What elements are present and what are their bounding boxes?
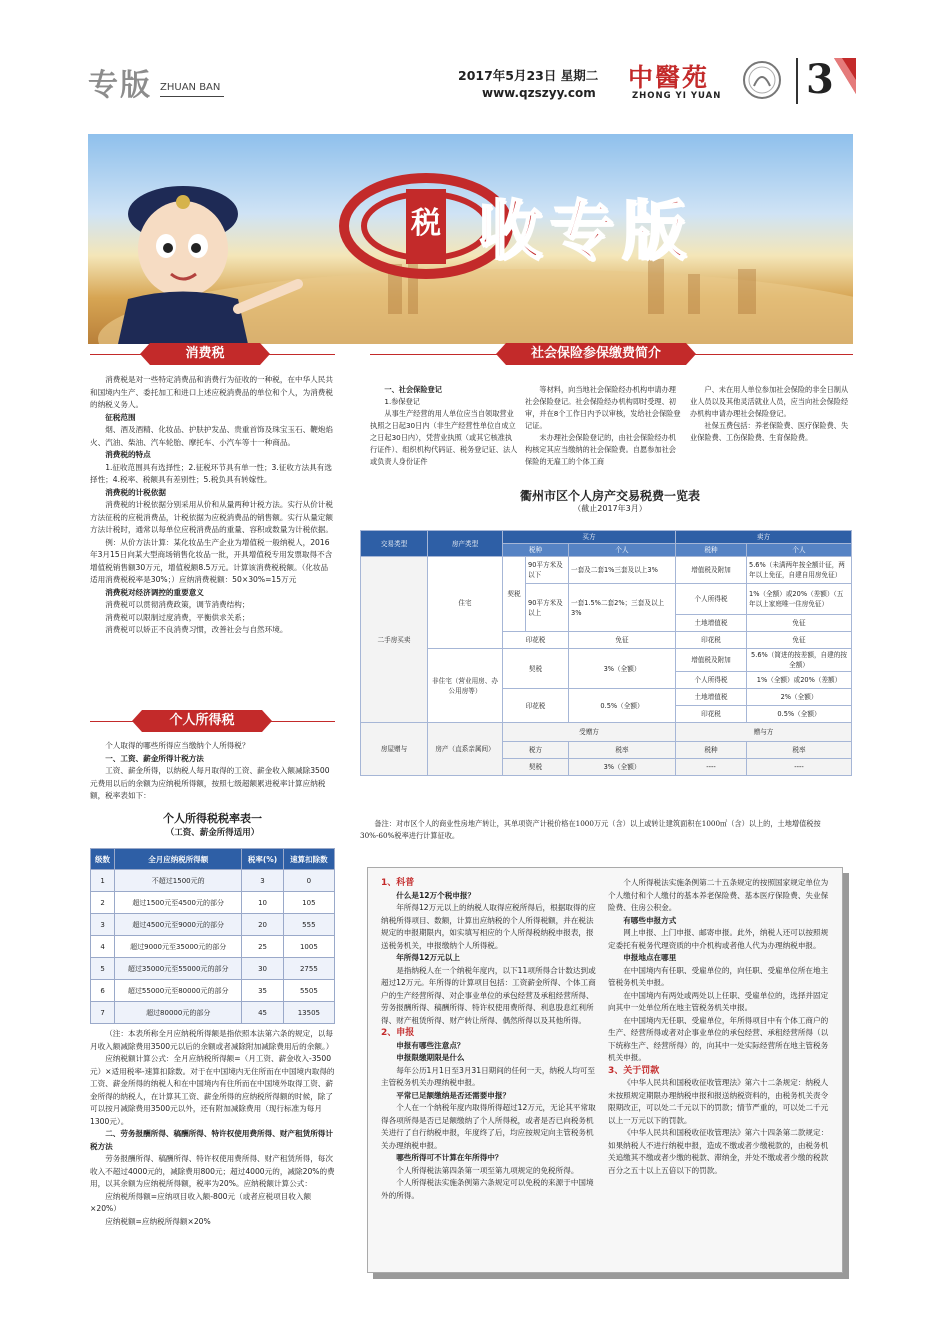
table-cell: 3	[242, 870, 283, 892]
banner-title: 收专版	[478, 195, 694, 269]
row-pit2-val: 1%（全额）或20%（差额）	[747, 672, 852, 689]
social-col-1-para: 一、社会保险登记	[384, 385, 442, 394]
corner-flag-icon	[834, 58, 856, 94]
row-stamp-val: 免征	[569, 632, 676, 649]
table-row	[91, 914, 335, 936]
h-buyer-tax: 税种	[503, 544, 569, 557]
row-donee: 受赠方	[503, 723, 676, 742]
paper-logo-icon	[742, 60, 782, 100]
issue-date: 2017年5月23日 星期二	[458, 68, 599, 83]
table-cell: 2	[91, 892, 115, 914]
row-stamp: 印花税	[503, 632, 569, 649]
site-url: www.qzszyy.com	[482, 86, 596, 100]
table-cell: 超过35000元至55000元的部分	[115, 958, 242, 980]
table-cell: 0	[283, 870, 334, 892]
notice-p1: 年所得12万元以上的纳税人取得应税所得后，根据取得的应纳税所得项目、数额，计算出应纳税的个人所得税额，并在税法规定的申报期限内，如实填写相应的个人所得税纳税申报表，报送税务机关，申报缴纳个人所得税。	[381, 903, 596, 950]
row-vat: 增值税及附加	[676, 557, 747, 584]
income-tax-body-para: 劳务报酬所得、稿酬所得、特许权使用费所得、财产租赁所得，每次收入不超过4000元的，减除费用800元；超过4000元的，减除20%的费用，以其余额为应纳税所得额，税率为20%。应纳税额计算公式：	[90, 1154, 335, 1188]
row-gift-dash2: ----	[747, 759, 852, 776]
table-row	[91, 892, 335, 914]
consumption-tax-para: 消费税可以限制过度消费，平衡供求关系；	[105, 612, 250, 622]
row-gift-rate2: 税率	[747, 742, 852, 759]
row-vat-val: 5.6%（未满两年按全额计征，两年以上免征，自建自用房免征）	[747, 557, 852, 584]
consumption-tax-para: 例：从价方法计算：某化妆品生产企业为增值税一般纳税人，2016年3月15日向某大型商场销售化妆品一批，开具增值税专用发票取得不含增值税销售额30万元，增值税额8.5万元。计算该消费税税额。（化妆品适用消费税税率是30%；）应纳消费税额：50×30%=15万元	[90, 537, 333, 584]
notice-q6: 哪些所得可不计算在年所得中？	[396, 1153, 503, 1162]
notice-q7: 有哪些申报方式	[623, 915, 677, 925]
fee-note: 备注：对市区个人的商业性房地产转让，其单项资产计税价格在1000万元（含）以上或转让建筑面积在1000㎡（含）以上的，土地增值税按30%-60%税率进行计算征收。	[360, 819, 821, 840]
row-le90-rate: 一套及二套1%三套及以上3%	[569, 557, 676, 584]
income-tax-body-para: 应纳税额计算公式：全月应纳税所得额=（月工资、薪金收入-3500元）×适用税率-速算扣除数。对于在中国境内无住所而在中国境内取得的工资、薪金所得的纳税人和在中国境内有住所而在中国境外取得工资、薪金所得的纳税人，在计算其工资、薪金所得的应纳税所得额的时候，除了可以按月减除费用3500元以外，还有附加减除费用（现行标准为每月1300元）。	[90, 1054, 335, 1126]
notice-p7: 个人所得税法实施条例第六条规定可以免税的来源于中国境外的所得。	[381, 1178, 594, 1200]
row-landvat-val: 免征	[747, 615, 852, 632]
row-donor: 赠与方	[676, 723, 852, 742]
table-cell: 5505	[283, 980, 334, 1002]
table-cell: 超过9000元至35000元的部分	[115, 936, 242, 958]
banner-illustration	[88, 134, 853, 344]
notice-s3: 3、关于罚款	[608, 1065, 660, 1076]
row-gift-taxtype2: 税种	[676, 742, 747, 759]
notice-q2: 年所得12万元以上	[396, 953, 460, 962]
paper-name: 中醫苑	[628, 63, 710, 92]
notice-p9: 网上申报、上门申报、邮寄申报。此外，纳税人还可以按照规定委托有税务代理资质的中介机构或者他人代为办理纳税申报。	[608, 928, 829, 950]
table-cell: 20	[242, 914, 283, 936]
row-stamp3: 印花税	[676, 706, 747, 723]
income-tax-intro-para: 工资、薪金所得，以纳税人每月取得的工资、薪金收入额减除3500元费用以后的余额为应纳税所得额，按照七级超额累进税率计算应纳税额，税率表如下：	[90, 766, 330, 800]
row-deed: 契税	[503, 557, 526, 632]
row-stamp-s-val: 免征	[747, 632, 852, 649]
row-nonres: 非住宅（营业用房、办公用房等）	[428, 649, 503, 723]
social-col-1-para: 从事生产经营的用人单位应当自领取营业执照之日起30日内（非生产经营性单位自成立之日起30日内），凭营业执照（或其它核准执行证件）、组织机构代码证、税务登记证、法人或负责人身份证件	[370, 409, 518, 466]
income-tax-intro	[90, 740, 335, 803]
row-vat2-val: 5.6%（简进的按差额，自建的按全额）	[747, 649, 852, 672]
social-col-1	[370, 384, 518, 468]
emblem-char: 税	[411, 206, 441, 241]
consumption-tax-para: 消费税对经济调控的重要意义	[105, 587, 204, 597]
banner	[88, 134, 853, 344]
rate-table-header: 速算扣除数	[283, 849, 334, 870]
social-col-1-para: 1.参保登记	[384, 397, 420, 406]
row-gift-dash1: ----	[676, 759, 747, 776]
masthead-divider	[796, 58, 798, 104]
social-col-2-para: 未办理社会保险登记的，由社会保险经办机构核定其应当缴纳的社会保险费。自愿参加社会保险的无雇工的个体工商	[525, 433, 676, 466]
masthead-rule	[160, 96, 224, 97]
section-title: 专版	[88, 68, 152, 103]
social-col-3	[690, 384, 852, 444]
notice-p13: 《中华人民共和国税收征收管理法》第六十二条规定：纳税人未按照规定期限办理纳税申报和报送纳税资料的，由税务机关责令限期改正，可以处二千元以下的罚款；情节严重的，可以处二千元以上一万元以下的罚款。	[608, 1078, 829, 1125]
row-stamp-s: 印花税	[676, 632, 747, 649]
h-seller: 卖方	[676, 531, 852, 544]
notice-p2: 是指纳税人在一个纳税年度内，以下11项所得合计数达到或超过12万元。年所得的计算项目包括：工资薪金所得、个体工商户的生产经营所得、对企事业单位的承包经营及承租经营所得、劳务报酬所得、稿酬所得、特许权使用费所得、利息股息红利所得、财产租赁所得、财产转让所得、偶然所得以及其他所得。	[381, 965, 596, 1025]
h-buyer-person: 个人	[569, 544, 676, 557]
income-tax-intro-para: 个人取得的哪些所得应当缴纳个人所得税？	[105, 741, 250, 750]
table-cell: 不超过1500元的	[115, 870, 242, 892]
row-vat2: 增值税及附加	[676, 649, 747, 672]
row-second-hand: 二手房买卖	[361, 557, 428, 723]
income-tax-body-para: （注：本表所称全月应纳税所得额是指依照本法第六条的规定，以每月收入额减除费用3500元以后的余额或者减除附加减除费用后的余额。）	[90, 1029, 334, 1051]
row-le90: 90平方米及以下	[526, 557, 569, 584]
consumption-tax-heading: 消费税	[150, 343, 260, 365]
row-deed2: 契税	[503, 649, 569, 689]
section-pinyin: ZHUAN BAN	[160, 82, 221, 93]
consumption-tax-para: 消费税的计税依据分别采用从价和从量两种计税方法。实行从价计税方法征税的应税消费品，计税依据为应税消费品的销售额。实行从量定额方法计税时，通常以每单位应税消费品的重量、容积或数量为计税依据。	[90, 500, 333, 534]
consumption-tax-para: 消费税的特点	[105, 450, 151, 459]
notice-q3: 申报有哪些注意点？	[396, 1040, 465, 1050]
income-tax-intro-para: 一、工资、薪金所得计税方法	[105, 753, 204, 763]
table-cell: 25	[242, 936, 283, 958]
row-landvat: 土地增值税	[676, 615, 747, 632]
notice-s2: 2、申报	[381, 1028, 415, 1038]
social-col-2	[525, 384, 682, 468]
rate-table-header: 全月应纳税所得额	[115, 849, 242, 870]
table-cell: 4	[91, 936, 115, 958]
paper-pinyin: ZHONG YI YUAN	[632, 91, 722, 101]
consumption-tax-para: 消费税可以贯彻消费政策，调节消费结构；	[105, 600, 250, 609]
rate-table-header: 税率(%)	[242, 849, 283, 870]
notice-p12: 在中国境内无任职、受雇单位，年所得项目中有个体工商户的生产、经营所得或者对企事业单位的承包经营、承租经营所得（以下统称生产、经营所得）的，向其中一处实际经营所在地主管税务机关申报。	[608, 1015, 829, 1062]
row-gift-taxtype: 税方	[503, 742, 569, 759]
row-gift-deed: 契税	[503, 759, 569, 776]
social-insurance-heading: 社会保险参保缴费简介	[506, 343, 686, 365]
h-type: 交易类型	[361, 531, 428, 557]
notice-p10: 在中国境内有任职、受雇单位的，向任职、受雇单位所在地主管税务机关申报。	[608, 965, 829, 987]
notice-p6: 个人所得税法第四条第一项至第九项规定的免税所得。	[396, 1165, 579, 1175]
notice-col-1	[381, 877, 601, 1202]
notice-q8: 申报地点在哪里	[623, 953, 677, 962]
table-cell: 5	[91, 958, 115, 980]
consumption-tax-para: 消费税的计税依据	[105, 487, 166, 497]
consumption-tax-para: 征税范围	[105, 412, 136, 422]
rate-table-subtitle: （工资、薪金所得适用）	[165, 828, 260, 838]
income-tax-body	[90, 1028, 335, 1228]
notice-p5: 个人在一个纳税年度内取得所得超过12万元，无论其平常取得各项所得是否已足额缴纳了个人所得税，或者是否已向税务机关进行了自行纳税申报，年度终了后，均应按规定向主管税务机关办理纳税申报。	[381, 1103, 596, 1150]
fee-table-title: 衢州市区个人房产交易税费一览表	[519, 489, 700, 503]
row-gift-rate: 税率	[569, 742, 676, 759]
h-seller-person: 个人	[747, 544, 852, 557]
table-row	[91, 980, 335, 1002]
table-cell: 30	[242, 958, 283, 980]
h-seller-tax: 税种	[676, 544, 747, 557]
page-number: 3	[806, 56, 834, 103]
table-cell: 超过1500元至4500元的部分	[115, 892, 242, 914]
notice-p11: 在中国境内有两处或两处以上任职、受雇单位的，选择并固定向其中一处单位所在地主管税务机关申报。	[608, 990, 829, 1012]
notice-s1: 1、科普	[381, 878, 415, 888]
rate-table-header: 级数	[91, 849, 115, 870]
row-pit-val: 1%（全额）或20%（差额）（五年以上家庭唯一住房免征）	[747, 584, 852, 615]
social-col-3-para: 户、未在用人单位参加社会保险的非全日制从业人员以及其他灵活就业人员，应当向社会保险经办机构申请办理社会保险登记。	[690, 385, 849, 418]
table-cell: 10	[242, 892, 283, 914]
consumption-tax-para: 消费税可以矫正不良消费习惯，改善社会与自然环境。	[105, 625, 288, 634]
table-cell: 超过80000元的部分	[115, 1002, 242, 1024]
table-row	[91, 936, 335, 958]
h-buyer: 买方	[503, 531, 676, 544]
consumption-tax-para: 1.征收范围具有选择性；2.征税环节具有单一性；3.征收方法具有选择性；4.税率、税额具有差别性；5.税负具有转嫁性。	[90, 462, 332, 484]
row-landvat2: 土地增值税	[676, 689, 747, 706]
row-stamp2-val: 0.5%（全额）	[569, 689, 676, 723]
table-cell: 45	[242, 1002, 283, 1024]
income-tax-heading: 个人所得税	[142, 710, 262, 732]
notice-p14: 《中华人民共和国税收征收管理法》第六十四条第二款规定：如果纳税人不进行纳税申报，造成不缴或者少缴税款的，由税务机关追缴其不缴或者少缴的税款、滞纳金，并处不缴或者少缴的税款百分之五十以上五倍以下的罚款。	[608, 1128, 829, 1175]
table-row	[91, 870, 335, 892]
fee-table-subtitle: （截止2017年3月）	[573, 504, 647, 513]
row-landvat2-val: 2%（全额）	[747, 689, 852, 706]
rate-table-title: 个人所得税税率表一	[163, 812, 262, 825]
row-deed2-val: 3%（全额）	[569, 649, 676, 689]
table-cell: 1	[91, 870, 115, 892]
notice-p4: 每年公历1月1日至3月31日期间的任何一天，纳税人均可至主管税务机关办理纳税申报。	[381, 1065, 595, 1087]
income-tax-body-para: 应纳税所得额=应纳项目收入额-800元（或者应税项目收入额×20%）	[90, 1191, 312, 1213]
row-stamp2: 印花税	[503, 689, 569, 723]
consumption-tax-text	[90, 374, 335, 637]
table-cell: 13505	[283, 1002, 334, 1024]
row-house-all: 房产（直系亲属间）	[428, 723, 503, 776]
notice-q1: 什么是12万个税申报？	[396, 890, 476, 900]
table-cell: 105	[283, 892, 334, 914]
income-tax-body-para: 应纳税额=应纳税所得额×20%	[105, 1216, 211, 1226]
table-cell: 3	[91, 914, 115, 936]
row-gt90-rate: 一套1.5%二套2%；三套及以上3%	[569, 584, 676, 632]
notice-q5: 平常已足额缴纳是否还需要申报？	[396, 1090, 511, 1100]
row-pit: 个人所得税	[676, 584, 747, 615]
income-tax-body-para: 二、劳务报酬所得、稿酬所得、特许权使用费所得、财产租赁所得计税方法	[90, 1129, 333, 1151]
row-residence: 住宅	[428, 557, 503, 649]
table-row	[91, 1002, 335, 1024]
row-pit2: 个人所得税	[676, 672, 747, 689]
notice-q4: 申报限缴期限是什么	[396, 1053, 465, 1062]
table-cell: 超过4500元至9000元的部分	[115, 914, 242, 936]
notice-p8: 个人所得税法实施条例第二十五条规定的按照国家规定单位为个人缴付和个人缴付的基本养老保险费、基本医疗保险费、失业保险费、住房公积金。	[608, 878, 829, 912]
table-cell: 1005	[283, 936, 334, 958]
consumption-tax-para: 消费税是对一些特定消费品和消费行为征收的一种税，在中华人民共和国境内生产、委托加工和进口上述应税消费品的单位和个人，为消费税的纳税义务人。	[90, 375, 333, 409]
table-cell: 6	[91, 980, 115, 1002]
property-fee-table	[360, 530, 852, 776]
tax-rate-table	[90, 848, 335, 1024]
table-row	[91, 958, 335, 980]
row-gt90: 90平方米及以上	[526, 584, 569, 632]
row-gift-deed-val: 3%（全额）	[569, 759, 676, 776]
row-gift: 房屋赠与	[361, 723, 428, 776]
table-cell: 555	[283, 914, 334, 936]
table-cell: 7	[91, 1002, 115, 1024]
social-col-2-para: 等材料，向当地社会保险经办机构申请办理社会保险登记。社会保险经办机构即时受理、初审，并在8个工作日内予以审核，发给社会保险登记证。	[525, 385, 681, 430]
social-col-3-para: 社保五费包括：养老保险费、医疗保险费、失业保险费、工伤保险费、生育保险费。	[690, 421, 849, 442]
h-house: 房产类型	[428, 531, 503, 557]
table-cell: 2755	[283, 958, 334, 980]
notice-col-2	[608, 877, 830, 1177]
table-cell: 35	[242, 980, 283, 1002]
table-cell: 超过55000元至80000元的部分	[115, 980, 242, 1002]
consumption-tax-para: 烟、酒及酒精、化妆品、护肤护发品、贵重首饰及珠宝玉石、鞭炮焰火、汽油、柴油、汽车轮胎、摩托车、小汽车等十一种商品。	[90, 425, 333, 447]
row-stamp3-val: 0.5%（全额）	[747, 706, 852, 723]
